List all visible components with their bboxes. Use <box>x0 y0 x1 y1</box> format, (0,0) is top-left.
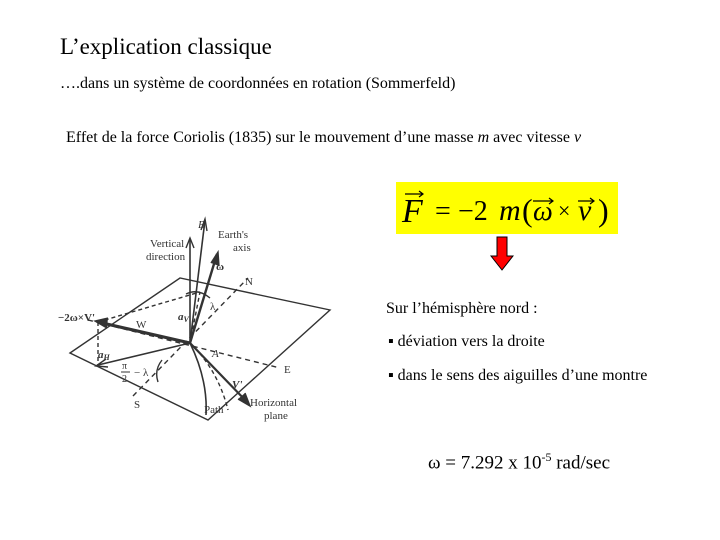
formula-m: m <box>499 194 521 227</box>
down-arrow-icon <box>490 236 514 272</box>
label-path: Path <box>204 404 224 416</box>
formula-coef: −2 <box>458 196 488 227</box>
effet-prefix: Effet de la force Coriolis (1835) sur le mouvement d’une masse <box>66 129 478 146</box>
page-subtitle: ….dans un système de coordonnées en rotation (Sommerfeld) <box>60 75 456 92</box>
omega-value-prefix: ω = 7.292 x 10 <box>428 452 542 474</box>
effet-velocity-symbol: v <box>574 129 582 146</box>
page-title: L’explication classique <box>60 34 272 59</box>
label-earths-axis-2: axis <box>233 242 251 254</box>
label-vertical-1: Vertical <box>150 238 185 250</box>
label-horizontal-1: Horizontal <box>250 397 298 409</box>
omega-value <box>428 450 610 474</box>
formula-rpar: ) <box>598 192 609 228</box>
label-E: E <box>284 364 291 376</box>
label-aV: aV <box>178 311 189 324</box>
label-S: S <box>134 399 141 411</box>
label-lambda-top: λ <box>210 301 216 313</box>
effet-caption <box>66 129 581 147</box>
formula-equals: = <box>435 196 451 227</box>
label-pi: π <box>122 361 128 372</box>
formula-omega: ω <box>533 196 553 227</box>
label-N: N <box>245 276 253 288</box>
label-omega: ω <box>216 261 225 273</box>
omega-vector <box>190 254 217 343</box>
formula-lpar: ( <box>522 192 533 228</box>
label-B: B <box>198 219 205 231</box>
label-minus-lambda: − λ <box>134 367 149 379</box>
effet-mid: avec vitesse <box>489 129 575 146</box>
lambda-arc-bottom <box>157 360 162 382</box>
label-horizontal-2: plane <box>264 410 288 422</box>
label-two: 2 <box>122 374 127 385</box>
bullet-deviation: ▪ déviation vers la droite <box>388 333 545 350</box>
label-W: W <box>136 319 147 331</box>
label-coriolis: −2ω×V' <box>58 312 96 324</box>
omega-value-exponent: -5 <box>541 450 552 464</box>
formula-v: v <box>578 194 592 227</box>
formula-times: × <box>558 198 571 223</box>
aH-vector <box>98 343 190 365</box>
coriolis-formula-box <box>396 182 618 234</box>
hemisphere-title: Sur l’hémisphère nord : <box>386 300 538 317</box>
coriolis-formula <box>396 182 618 234</box>
velocity-vector <box>190 343 248 403</box>
bullet-clockwise: ▪ dans le sens des aiguilles d’une montre <box>388 367 648 384</box>
coriolis-diagram <box>58 210 348 435</box>
label-earths-axis-1: Earth's <box>218 229 249 241</box>
label-Vprime: V' <box>232 379 243 391</box>
formula-F: F <box>402 193 423 230</box>
label-aH: aH <box>98 349 110 362</box>
label-A: A <box>212 348 219 360</box>
effet-mass-symbol: m <box>477 129 490 146</box>
label-vertical-2: direction <box>146 251 186 263</box>
omega-value-unit: rad/sec <box>551 452 611 474</box>
